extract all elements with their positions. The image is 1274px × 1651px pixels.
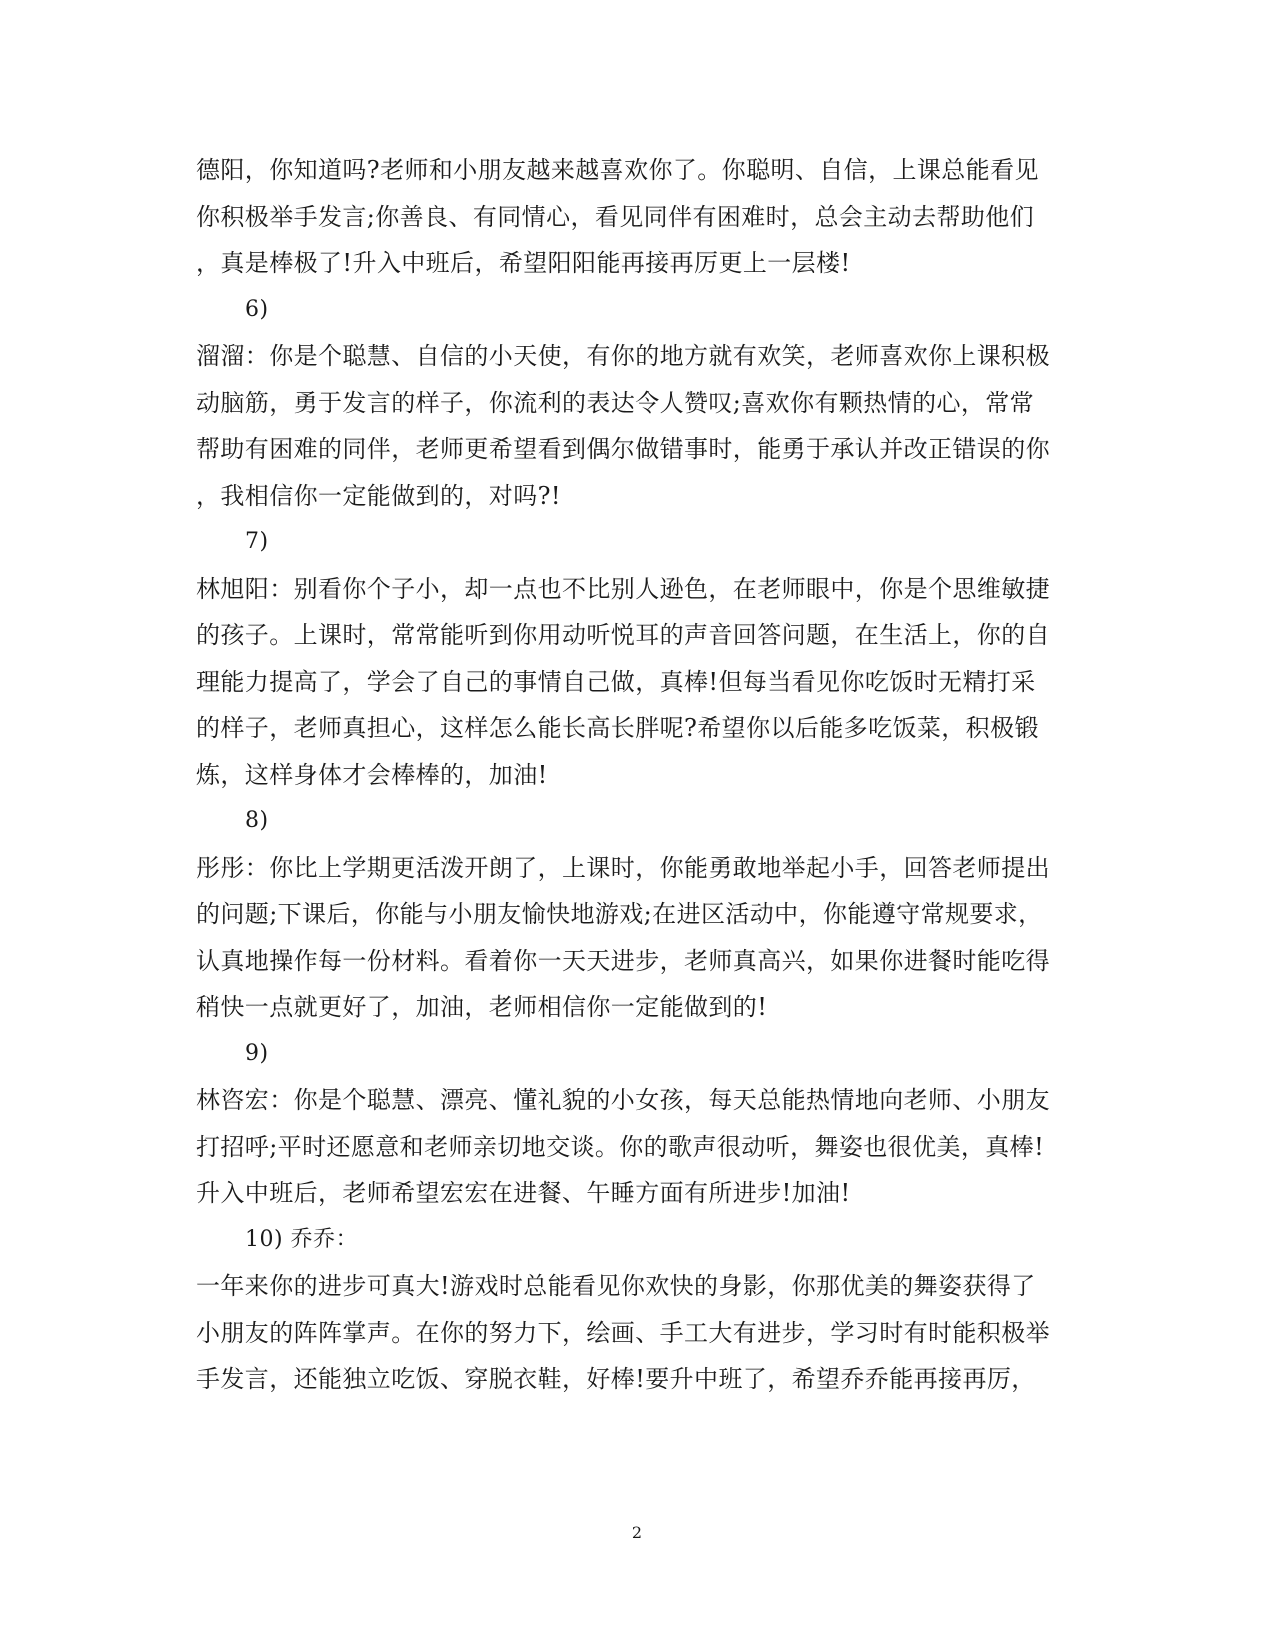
text-line: 林咨宏：你是个聪慧、漂亮、懂礼貌的小女孩，每天总能热情地向老师、小朋友 [196, 1086, 1050, 1114]
text-line: 彤彤：你比上学期更活泼开朗了，上课时，你能勇敢地举起小手，回答老师提出 [196, 854, 1050, 882]
text-line: 的孩子。上课时，常常能听到你用动听悦耳的声音回答问题，在生活上，你的自 [196, 621, 1050, 649]
item-number: 8) [245, 808, 269, 833]
text-line: 升入中班后，老师希望宏宏在进餐、午睡方面有所进步!加油! [196, 1179, 851, 1207]
text-line: 动脑筋，勇于发言的样子，你流利的表达令人赞叹;喜欢你有颗热情的心，常常 [196, 389, 1035, 417]
text-line: 德阳，你知道吗?老师和小朋友越来越喜欢你了。你聪明、自信，上课总能看见 [196, 156, 1039, 184]
item-number: 10) 乔乔： [245, 1227, 359, 1252]
item-number: 6) [245, 297, 269, 322]
text-line: 林旭阳：别看你个子小，却一点也不比别人逊色，在老师眼中，你是个思维敏捷 [196, 575, 1050, 603]
text-line: 炼，这样身体才会棒棒的，加油! [196, 761, 548, 789]
text-line: 你积极举手发言;你善良、有同情心，看见同伴有困难时，总会主动去帮助他们 [196, 203, 1035, 231]
item-number: 9) [245, 1041, 269, 1066]
text-line: 理能力提高了，学会了自己的事情自己做，真棒!但每当看见你吃饭时无精打采 [196, 668, 1036, 696]
text-line: 稍快一点就更好了，加油，老师相信你一定能做到的! [196, 993, 768, 1021]
text-line: 认真地操作每一份材料。看着你一天天进步，老师真高兴，如果你进餐时能吃得 [196, 947, 1050, 975]
page-number: 2 [631, 1523, 643, 1542]
text-line: 帮助有困难的同伴，老师更希望看到偶尔做错事时，能勇于承认并改正错误的你 [196, 435, 1050, 463]
text-line: ，我相信你一定能做到的，对吗?! [196, 482, 561, 510]
text-line: 溜溜：你是个聪慧、自信的小天使，有你的地方就有欢笑，老师喜欢你上课积极 [196, 342, 1050, 370]
text-line: 小朋友的阵阵掌声。在你的努力下，绘画、手工大有进步，学习时有时能积极举 [196, 1319, 1050, 1347]
text-line: ，真是棒极了!升入中班后，希望阳阳能再接再厉更上一层楼! [196, 249, 851, 277]
text-line: 手发言，还能独立吃饭、穿脱衣鞋，好棒!要升中班了，希望乔乔能再接再厉， [196, 1365, 1036, 1393]
text-line: 的问题;下课后，你能与小朋友愉快地游戏;在进区活动中，你能遵守常规要求， [196, 900, 1043, 928]
text-line: 打招呼;平时还愿意和老师亲切地交谈。你的歌声很动听，舞姿也很优美，真棒! [196, 1133, 1045, 1161]
text-line: 一年来你的进步可真大!游戏时总能看见你欢快的身影，你那优美的舞姿获得了 [196, 1272, 1036, 1300]
text-line: 的样子，老师真担心，这样怎么能长高长胖呢?希望你以后能多吃饭菜，积极锻 [196, 714, 1039, 742]
item-number: 7) [245, 529, 269, 554]
